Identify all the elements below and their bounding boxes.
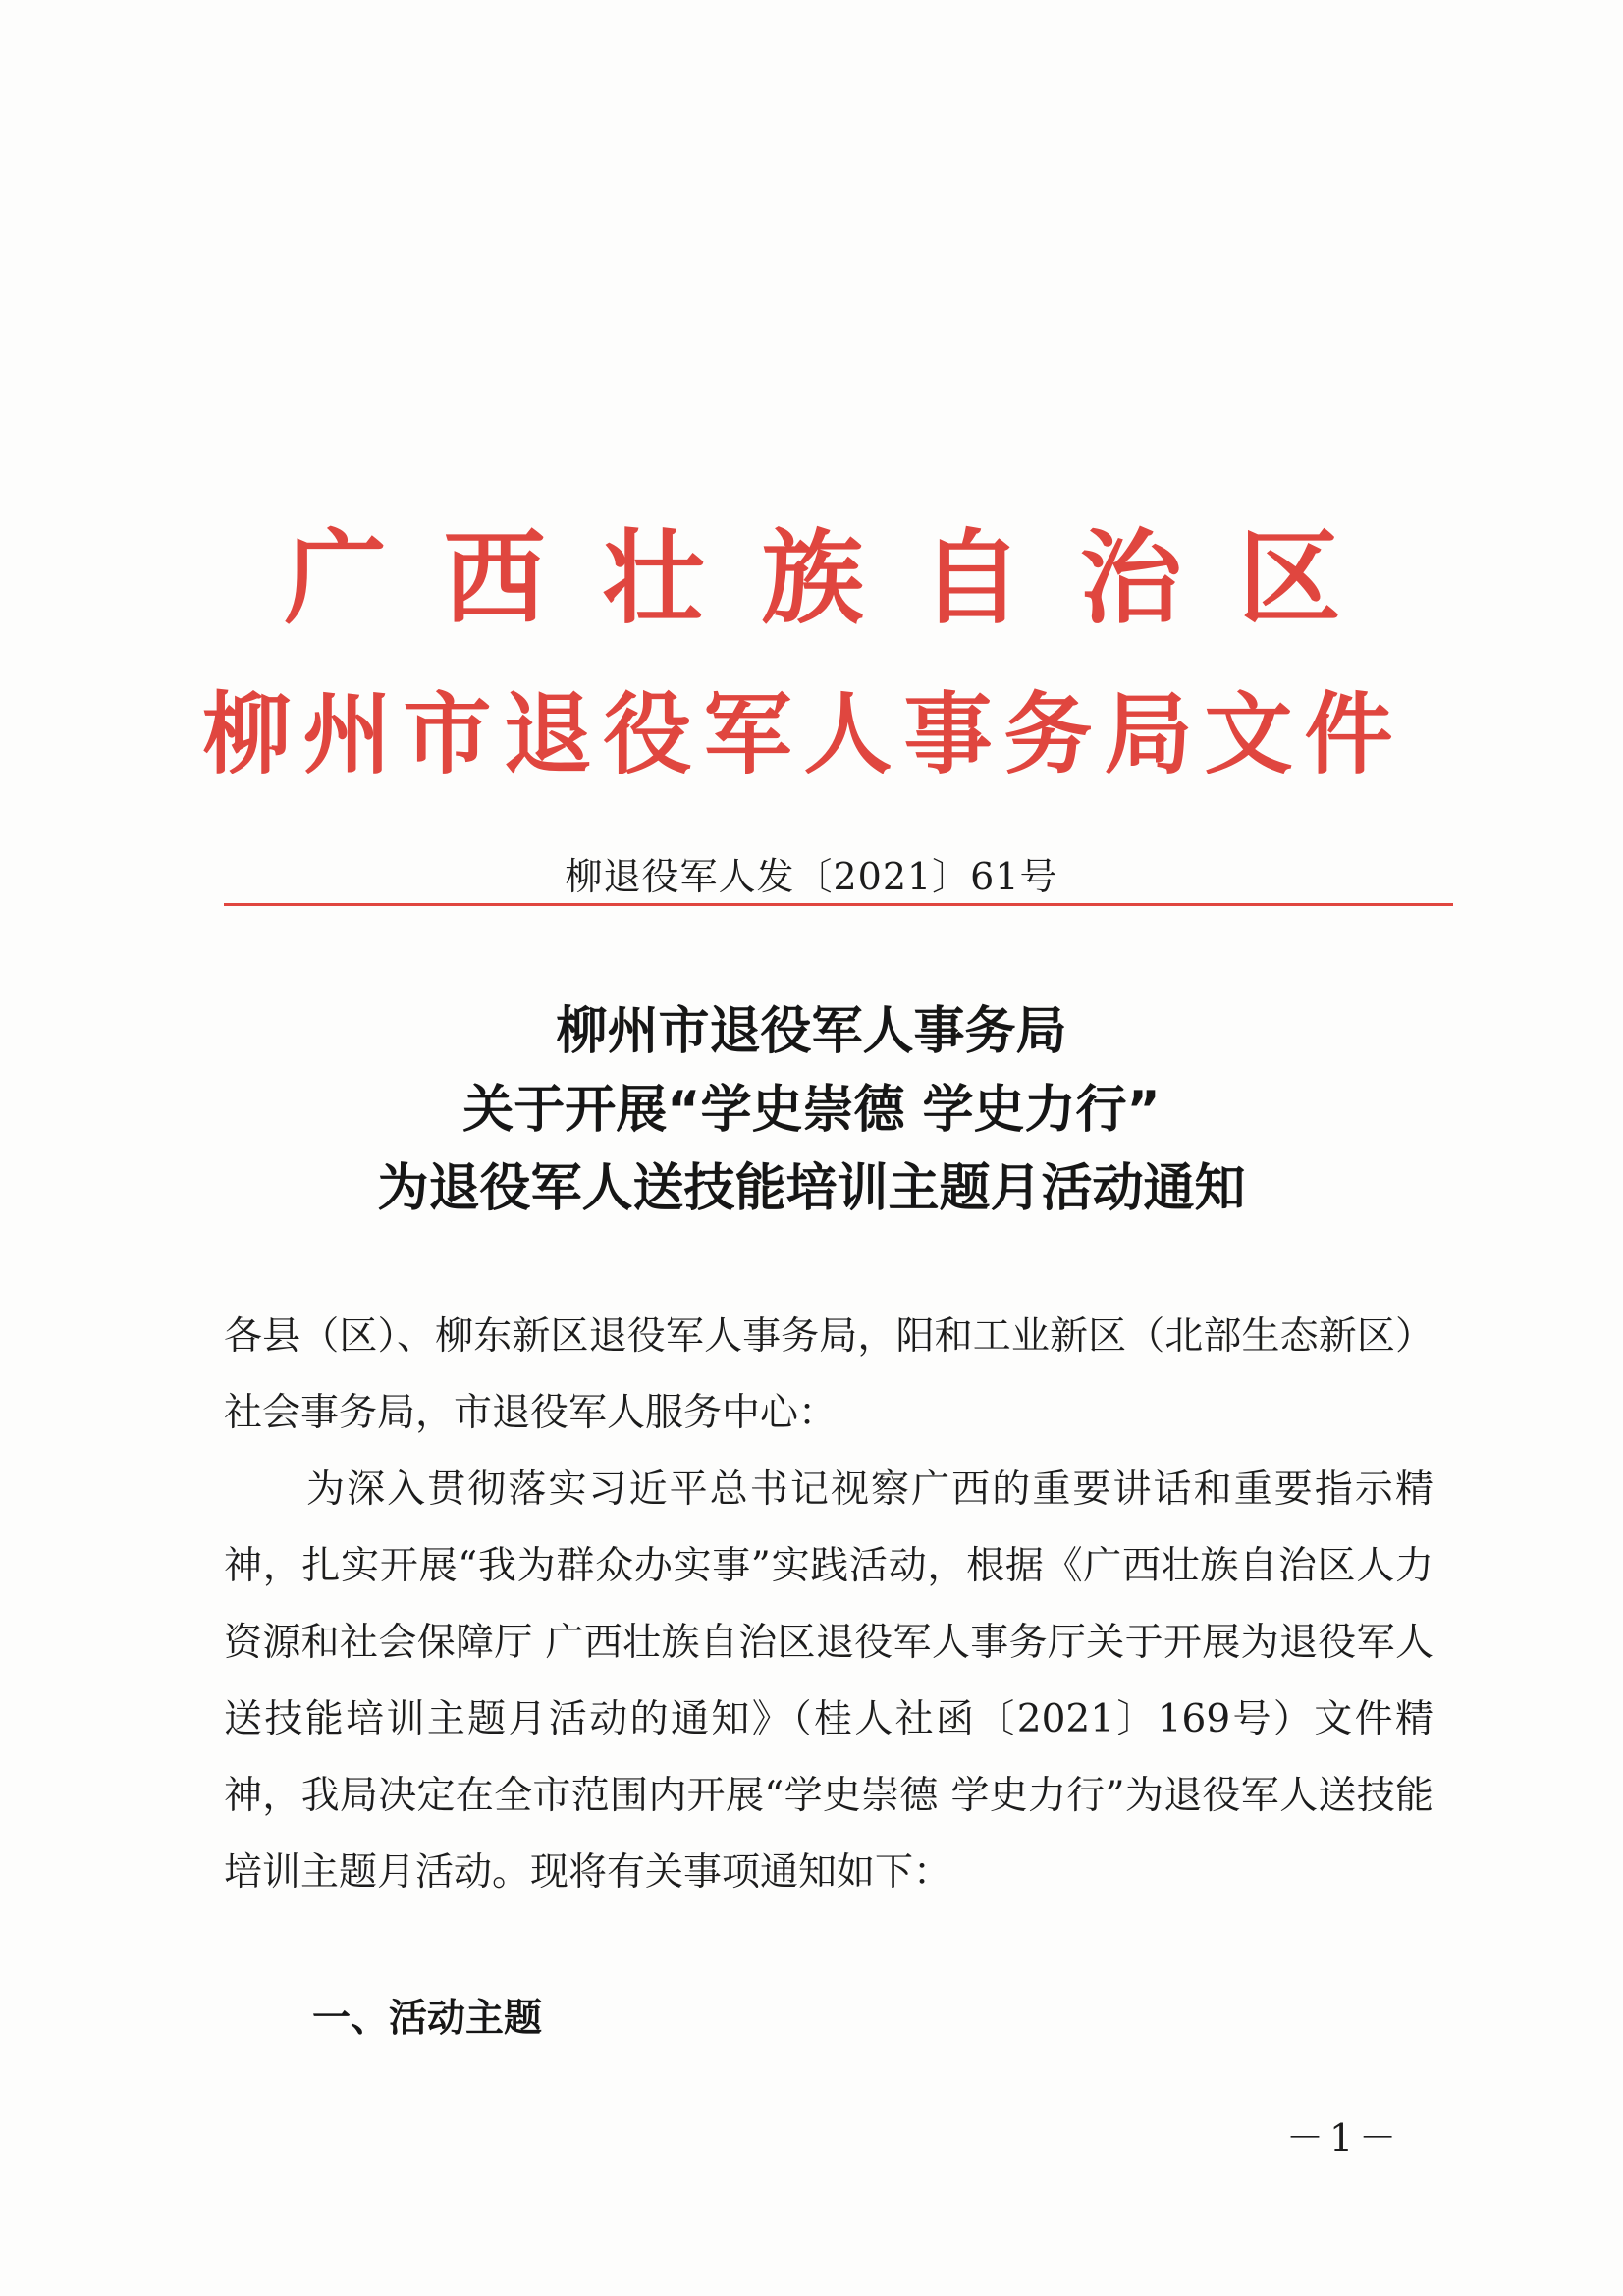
page-number: －1－ — [1286, 2116, 1403, 2160]
section-heading-1: 一、活动主题 — [312, 1997, 543, 2041]
header-line-2: 柳州市退役军人事务局文件 — [202, 682, 1405, 786]
salutation: 各县（区）、柳东新区退役军人事务局，阳和工业新区（北部生态新区）社会事务局，市退役军人服务中心： — [224, 1314, 1434, 1435]
document-number: 柳退役军人发〔2021〕61号 — [565, 855, 1058, 898]
paragraph-1: 为深入贯彻落实习近平总书记视察广西的重要讲话和重要指示精神，扎实开展“我为群众办实事”实践活动，根据《广西壮族自治区人力资源和社会保障厅 广西壮族自治区退役军人事务厅关于开展为退役军人送技能培训主题月活动的通知》（桂人社函〔2021〕169号）文件精神，我局决定在全市范围内开展“学史崇德 学史力行”为退役军人送技能培训主题月活动。现将有关事项通知如下： — [224, 1468, 1434, 1895]
title-line-1: 柳州市退役军人事务局 — [556, 1002, 1067, 1061]
title-line-3: 为退役军人送技能培训主题月活动通知 — [377, 1159, 1246, 1218]
header-line-1: 广西壮族自治区 — [284, 517, 1398, 638]
title-line-2: 关于开展“学史崇德 学史力行” — [462, 1081, 1161, 1140]
red-divider-line — [224, 903, 1453, 906]
